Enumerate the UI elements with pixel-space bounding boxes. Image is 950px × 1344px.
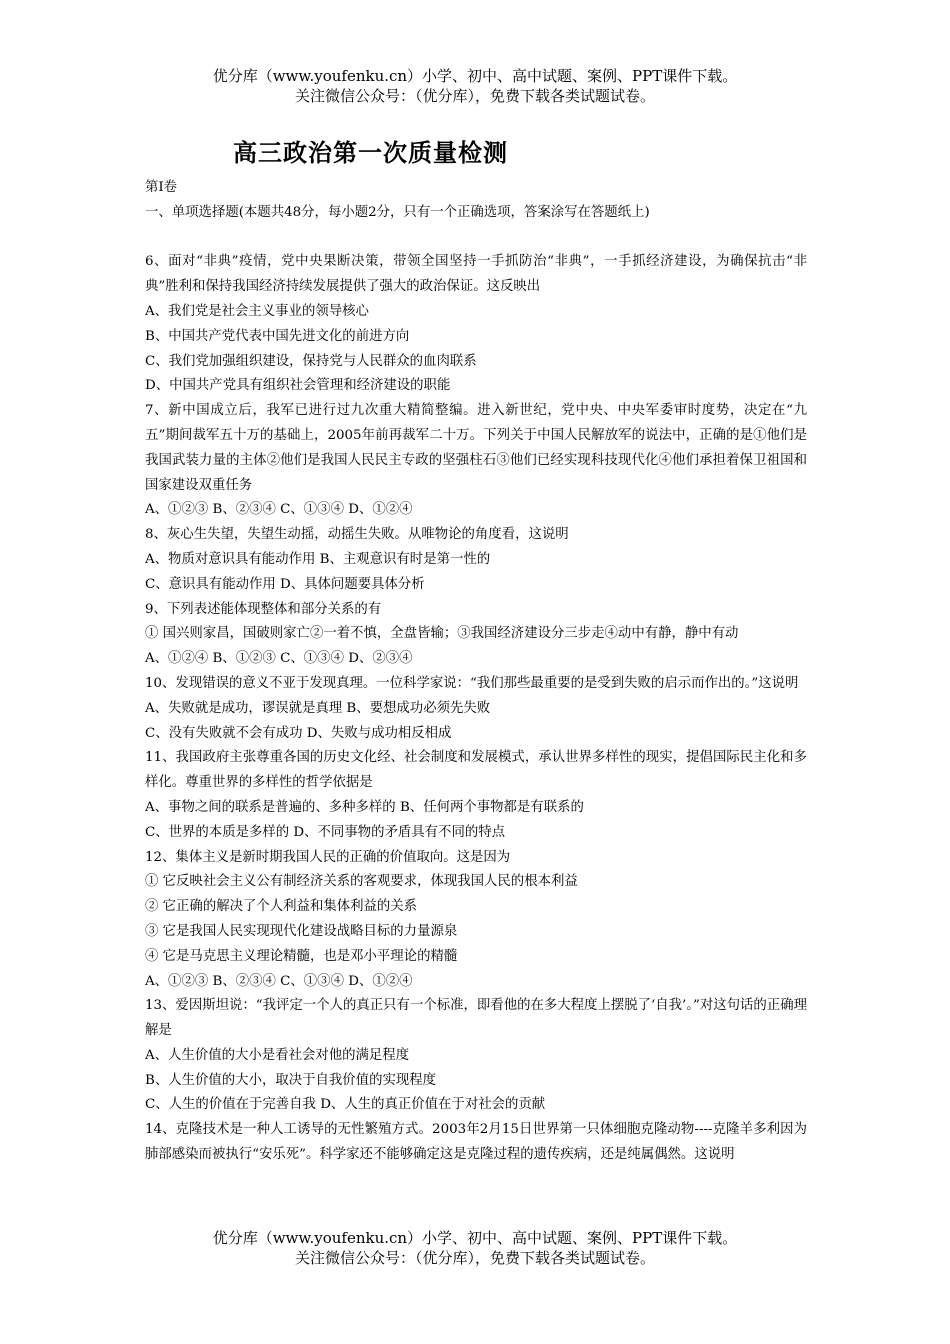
statement-line: ② 它正确的解决了个人利益和集体利益的关系 xyxy=(145,899,418,915)
question-10: 10、发现错误的意义不亚于发现真理。一位科学家说：“我们那些最重要的是受到失败的启示而作出的。”这说明 xyxy=(145,675,799,691)
option-line: C、世界的本质是多样的 D、不同事物的矛盾具有不同的特点 xyxy=(145,824,506,840)
option-line: A、物质对意识具有能动作用 B、主观意识有时是第一性的 xyxy=(145,551,491,567)
question-13: 13、爱因斯坦说：“我评定一个人的真正只有一个标准，即看他的在多大程度上摆脱了‘自我’。”对这句话的正确理解是 xyxy=(145,998,807,1039)
instructions: 一、单项选择题(本题共48分，每小题2分，只有一个正确选项，答案涂写在答题纸上) xyxy=(145,204,650,220)
option-line: A、①②④ B、①②③ C、①③④ D、②③④ xyxy=(145,651,413,667)
document-title: 高三政治第一次质量检测 xyxy=(233,138,508,167)
question-11: 11、我国政府主张尊重各国的历史文化经、社会制度和发展模式，承认世界多样性的现实，提倡国际民主化和多样化。尊重世界的多样性的哲学依据是 xyxy=(145,750,807,791)
option-line: A、①②③ B、②③④ C、①③④ D、①②④ xyxy=(145,973,413,989)
option-line: A、事物之间的联系是普遍的、多种多样的 B、任何两个事物都是有联系的 xyxy=(145,799,584,815)
option-line: A、失败就是成功，谬误就是真理 B、要想成功必须先失败 xyxy=(145,700,491,716)
option-line: C、人生的价值在于完善自我 D、人生的真正价值在于对社会的贡献 xyxy=(145,1097,546,1113)
option-line: D、中国共产党具有组织社会管理和经济建设的职能 xyxy=(145,378,451,394)
section-label: 第Ⅰ卷 xyxy=(145,180,178,195)
question-14: 14、克隆技术是一种人工诱导的无性繁殖方式。2003年2月15日世界第一只体细胞克隆动物----克隆羊多利因为肺部感染而被执行“安乐死”。科学家还不能够确定这是克隆过程的遗传疾病，还是纯属偶然。这说明 xyxy=(145,1122,807,1163)
option-line: A、人生价值的大小是看社会对他的满足程度 xyxy=(145,1047,410,1063)
option-line: C、意识具有能动作用 D、具体问题要具体分析 xyxy=(145,576,425,592)
page-header xyxy=(0,66,950,106)
header-line-2: 关注微信公众号：（优分库），免费下载各类试题试卷。 xyxy=(294,87,655,105)
question-7: 7、新中国成立后，我军已进行过九次重大精简整编。进入新世纪，党中央、中央军委审时度势，决定在“九五”期间裁军五十万的基础上，2005年前再裁军二十万。下列关于中国人民解放军的说法中，正确的是①他们是我国武装力量的主体②他们是我国人民民主专政的坚强柱石③他们已经实现科技现代化④他们承担着保卫祖国和国家建设双重任务 xyxy=(145,403,807,493)
option-line: C、没有失败就不会有成功 D、失败与成功相反相成 xyxy=(145,725,452,741)
option-line: C、我们党加强组织建设，保持党与人民群众的血肉联系 xyxy=(145,353,477,369)
statement-line: ③ 它是我国人民实现现代化建设战略目标的力量源泉 xyxy=(145,923,458,939)
question-9: 9、下列表述能体现整体和部分关系的有 xyxy=(145,601,382,617)
question-6: 6、面对“非典”疫情，党中央果断决策，带领全国坚持一手抓防治“非典”，一手抓经济建设，为确保抗击“非典”胜利和保持我国经济持续发展提供了强大的政治保证。这反映出 xyxy=(145,254,807,295)
footer-line-2: 关注微信公众号：（优分库），免费下载各类试题试卷。 xyxy=(294,1249,655,1267)
page-footer xyxy=(0,1228,950,1268)
statement-line: ① 国兴则家昌，国破则家亡②一着不慎，全盘皆输；③我国经济建设分三步走④动中有静，静中有动 xyxy=(145,626,739,642)
spacer xyxy=(145,226,807,251)
statement-line: ① 它反映社会主义公有制经济关系的客观要求，体现我国人民的根本利益 xyxy=(145,874,578,890)
option-line: A、我们党是社会主义事业的领导核心 xyxy=(145,303,369,319)
question-8: 8、灰心生失望，失望生动摇，动摇生失败。从唯物论的角度看，这说明 xyxy=(145,527,569,543)
option-line: A、①②③ B、②③④ C、①③④ D、①②④ xyxy=(145,502,413,518)
header-line-1: 优分库（www.youfenku.cn）小学、初中、高中试题、案例、PPT课件下载。 xyxy=(212,67,738,85)
footer-line-1: 优分库（www.youfenku.cn）小学、初中、高中试题、案例、PPT课件下载。 xyxy=(212,1229,738,1247)
option-line: B、中国共产党代表中国先进文化的前进方向 xyxy=(145,328,410,344)
document-body xyxy=(145,176,807,1168)
statement-line: ④ 它是马克思主义理论精髓，也是邓小平理论的精髓 xyxy=(145,948,458,964)
option-line: B、人生价值的大小，取决于自我价值的实现程度 xyxy=(145,1072,437,1088)
question-12: 12、集体主义是新时期我国人民的正确的价值取向。这是因为 xyxy=(145,849,511,865)
